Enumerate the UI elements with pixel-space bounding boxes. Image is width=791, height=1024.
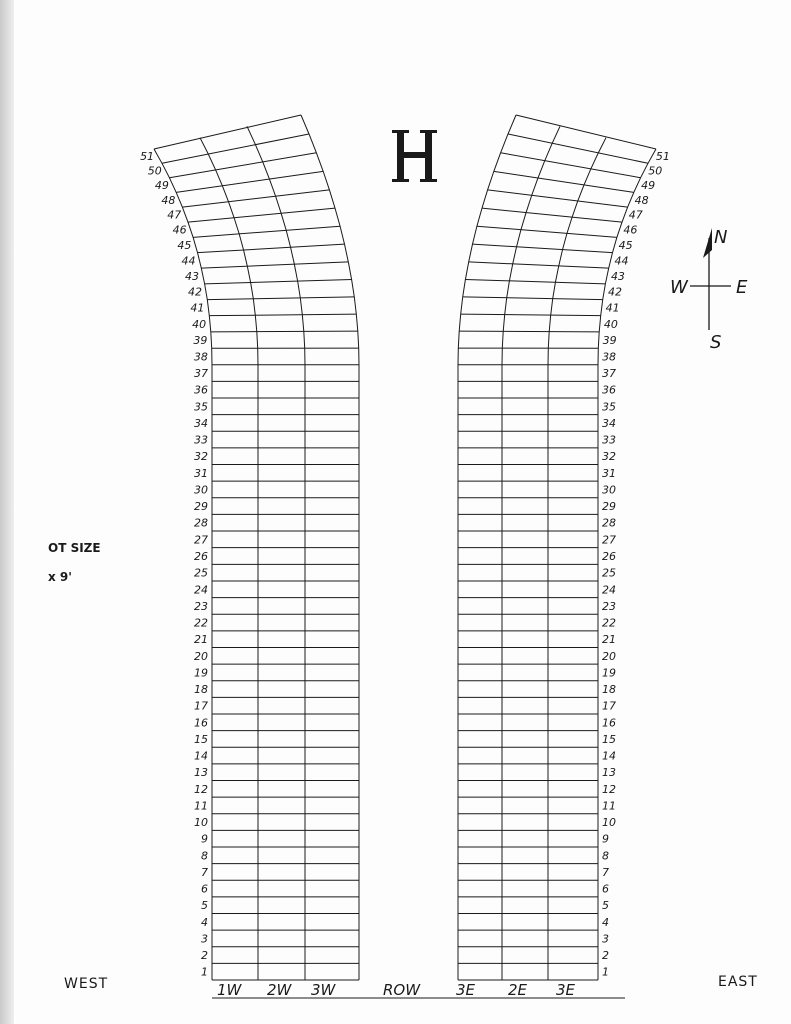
row-number: 26 [194, 550, 208, 563]
plot-row-line [209, 314, 356, 316]
row-number: 6 [201, 882, 208, 896]
row-number: 14 [194, 749, 208, 763]
plot-size-title: OT SIZE [48, 541, 101, 555]
row-number: 24 [194, 583, 208, 597]
row-number: 44 [181, 254, 196, 268]
row-number: 6 [602, 882, 609, 896]
plot-row-line [162, 134, 309, 163]
section-letter-h [392, 130, 437, 182]
row-number: 37 [194, 367, 208, 381]
row-number: 21 [602, 633, 616, 647]
row-number: 31 [194, 466, 208, 480]
row-number: 29 [602, 500, 616, 514]
row-number: 44 [614, 254, 629, 268]
row-number: 26 [602, 550, 616, 563]
plot-row-line [494, 171, 634, 192]
row-number: 32 [194, 450, 208, 464]
row-number: 38 [193, 350, 208, 364]
row-number: 30 [602, 483, 616, 497]
row-number: 7 [602, 865, 609, 879]
row-labels [217, 981, 576, 999]
row-number: 20 [602, 649, 616, 663]
row-number: 1 [201, 965, 208, 979]
plot-row-line [501, 153, 641, 178]
row-number: 14 [602, 749, 616, 763]
row-number: 36 [194, 383, 208, 397]
row-number: 16 [194, 716, 208, 730]
row-number: 1 [602, 965, 609, 979]
row-number: 38 [602, 350, 617, 364]
plot-row-line [176, 171, 323, 192]
row-number: 3 [201, 932, 208, 946]
row-number: 15 [602, 732, 616, 746]
row-number: 35 [602, 400, 616, 414]
row-number: 8 [602, 849, 609, 863]
row-number: 3 [602, 932, 609, 946]
row-number: 25 [194, 566, 208, 580]
row-number: 37 [602, 367, 616, 381]
row-number: 27 [602, 533, 616, 547]
row-number: 28 [194, 516, 208, 530]
row-label-2w: 2W [267, 981, 292, 999]
row-number: 19 [194, 666, 208, 680]
row-label-1w: 1W [217, 981, 242, 999]
row-number: 50 [147, 164, 162, 178]
row-label-2e: 2E [508, 981, 528, 999]
plot-column-line [247, 126, 305, 980]
plot-row-line [465, 279, 605, 283]
row-number: 40 [192, 317, 207, 331]
plot-row-line [207, 297, 354, 300]
row-number: 23 [602, 599, 616, 613]
plot-column-line [548, 138, 606, 980]
row-number: 39 [193, 334, 208, 348]
plot-row-line [461, 314, 601, 316]
plot-row-line [198, 244, 345, 253]
row-number: 34 [194, 416, 208, 430]
plot-row-line [201, 262, 348, 268]
row-number: 4 [201, 915, 208, 929]
row-number: 20 [194, 649, 208, 663]
plot-row-line [488, 190, 628, 207]
row-number: 21 [194, 633, 208, 647]
row-number: 28 [602, 516, 616, 530]
row-number: 48 [634, 193, 649, 207]
row-number: 8 [201, 849, 208, 863]
row-number: 46 [623, 223, 638, 237]
row-number: 34 [602, 416, 616, 430]
row-number: 41 [605, 301, 620, 315]
plot-row-line [169, 153, 316, 178]
row-number: 36 [602, 383, 616, 397]
plot-row-line [473, 244, 613, 253]
plot-row-line [469, 262, 609, 268]
row-number: 51 [140, 150, 155, 164]
row-number: 43 [610, 269, 625, 283]
row-number: 41 [190, 301, 205, 315]
west-row-numbers [140, 150, 208, 979]
row-number: 45 [618, 238, 633, 252]
row-number: 24 [602, 583, 616, 597]
plot-column-line [200, 138, 258, 980]
row-number: 19 [602, 666, 616, 680]
row-number: 49 [641, 179, 656, 193]
row-number: 47 [628, 208, 643, 222]
row-number: 45 [177, 238, 192, 252]
plot-row-line [459, 331, 599, 332]
row-number: 2 [602, 949, 609, 963]
row-number: 5 [201, 899, 208, 913]
plot-row-line [211, 331, 358, 332]
row-number: 9 [602, 832, 609, 846]
row-label-3e-b: 3E [556, 981, 576, 999]
row-label-row: ROW [383, 981, 421, 999]
plot-size-dims: x 9' [48, 570, 72, 584]
row-number: 15 [194, 732, 208, 746]
row-number: 33 [602, 433, 616, 447]
plot-row-line [188, 208, 335, 222]
row-number: 7 [201, 865, 208, 879]
plot-column-line [502, 126, 560, 980]
row-number: 22 [194, 616, 208, 630]
row-number: 39 [602, 334, 617, 348]
plot-row-line [463, 297, 603, 300]
east-row-numbers [602, 150, 670, 979]
row-number: 30 [194, 483, 208, 497]
compass-west: W [670, 277, 688, 298]
row-number: 4 [602, 915, 609, 929]
compass-east: E [736, 277, 748, 298]
plot-row-line [193, 226, 340, 237]
row-number: 47 [167, 208, 182, 222]
plot-row-line [182, 190, 329, 207]
row-number: 18 [602, 683, 616, 697]
row-number: 5 [602, 899, 609, 913]
row-number: 46 [172, 223, 187, 237]
compass-south: S [710, 332, 722, 353]
row-number: 32 [602, 450, 616, 464]
row-number: 48 [161, 193, 176, 207]
row-number: 49 [154, 179, 169, 193]
row-number: 13 [602, 766, 616, 780]
row-number: 18 [194, 683, 208, 697]
plot-row-line [154, 115, 301, 149]
west-label: WEST [64, 976, 109, 992]
row-number: 22 [602, 616, 616, 630]
row-number: 16 [602, 716, 616, 730]
row-number: 42 [188, 285, 203, 299]
row-number: 17 [194, 699, 208, 713]
row-number: 2 [201, 949, 208, 963]
row-number: 25 [602, 566, 616, 580]
plot-row-line [516, 115, 656, 149]
row-number: 35 [194, 400, 208, 414]
row-number: 12 [194, 782, 208, 796]
east-label: EAST [718, 974, 758, 990]
row-number: 33 [194, 433, 208, 447]
plot-row-line [482, 208, 622, 222]
row-number: 43 [185, 269, 200, 283]
compass-north: N [714, 227, 728, 248]
row-number: 42 [607, 285, 622, 299]
plot-row-line [477, 226, 617, 237]
row-label-3e-a: 3E [456, 981, 476, 999]
plot-row-line [508, 134, 648, 163]
row-number: 40 [603, 317, 618, 331]
row-number: 29 [194, 500, 208, 514]
row-number: 11 [194, 799, 208, 813]
row-number: 12 [602, 782, 616, 796]
row-label-3w: 3W [311, 981, 336, 999]
row-number: 50 [648, 164, 663, 178]
row-number: 11 [602, 799, 616, 813]
row-number: 31 [602, 466, 616, 480]
row-number: 10 [194, 816, 208, 830]
row-number: 27 [194, 533, 208, 547]
row-number: 51 [655, 150, 670, 164]
row-number: 9 [201, 832, 208, 846]
row-number: 13 [194, 766, 208, 780]
row-number: 17 [602, 699, 616, 713]
row-number: 23 [194, 599, 208, 613]
plot-row-line [205, 279, 352, 283]
row-number: 10 [602, 816, 616, 830]
